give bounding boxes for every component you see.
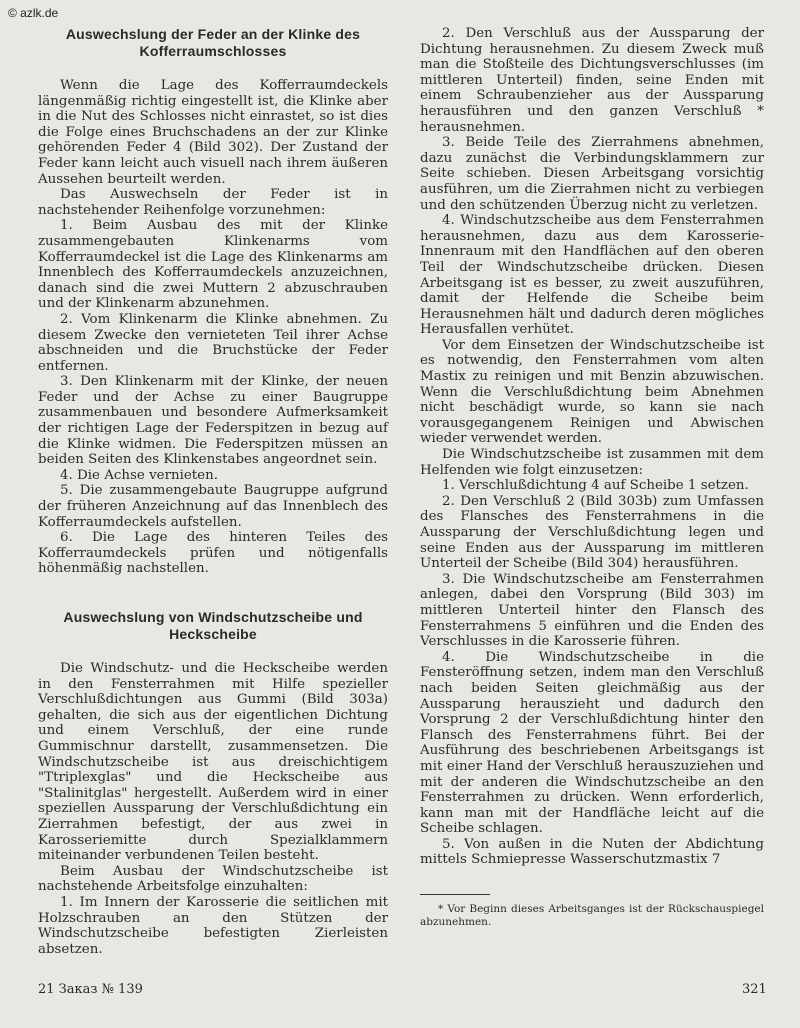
paragraph: 2. Vom Klinkenarm die Klinke abnehmen. Zu diesem Zwecke den vernieteten Teil ihrer Achse abschneiden und die Bruchstücke der Feder entfernen. <box>38 311 388 374</box>
page-number: 321 <box>742 982 767 997</box>
paragraph: 3. Die Windschutzscheibe am Fensterrahmen anlegen, dabei den Vorsprung (Bild 303) im mittleren Unterteil hinter den Flansch des Fensterrahmens 5 einführen und die Enden des Verschlusses in die Karosserie führen. <box>420 571 764 650</box>
paragraph: 2. Den Verschluß 2 (Bild 303b) zum Umfassen des Flansches des Fensterrahmens in die Aussparung der Verschlußdichtung legen und seine Enden aus der Aussparung im mittleren Unterteil der Scheibe (Bild 304) herausführen. <box>420 493 764 572</box>
paragraph: 5. Die zusammengebaute Baugruppe aufgrund der früheren Anzeichnung auf das Innenblech des Kofferraumdeckels aufstellen. <box>38 483 388 530</box>
paragraph: 5. Von außen in die Nuten der Abdichtung mittels Schmiepresse Wasserschutzmastix 7 <box>420 836 764 868</box>
paragraph: 4. Windschutzscheibe aus dem Fensterrahmen herausnehmen, dazu aus dem Karosserie-Innenraum mit den Handflächen auf den oberen Teil der Windschutzscheibe drücken. Diesen Arbeitsgang ist es besser, zu zweit auszuführen, damit der Helfende die Scheibe beim Herausnehmen hält und dadurch deren mögliches Herausfallen verhütet. <box>420 213 764 338</box>
paragraph: Die Windschutzscheibe ist zusammen mit dem Helfenden wie folgt einzusetzen: <box>420 447 764 478</box>
section-body-windshield <box>38 661 388 957</box>
section-body-spring <box>38 78 388 577</box>
paragraph: Wenn die Lage des Kofferraumdeckels längenmäßig richtig eingestellt ist, die Klinke aber in die Nut des Schlosses nicht einrastet, so ist dies die Folge eines Bruchschadens an der zur Klinke gehörenden Feder 4 (Bild 302). Der Zustand der Feder kann leicht auch visuell nach ihrem äußeren Aussehen beurteilt werden. <box>38 78 388 187</box>
paragraph: Die Windschutz- und die Heckscheibe werden in den Fensterrahmen mit Hilfe spezieller Verschlußdichtungen aus Gummi (Bild 303a) gehalten, die sich aus der eigentlichen Dichtung und einem Verschluß, der eine runde Gummischnur darstellt, zusammensetzen. Die Windschutzscheibe ist aus dreischichtigem "Ttriplexglas" und die Heckscheibe aus "Stalinitglas" hergestellt. Außerdem wird in einer speziellen Aussparung der Verschlußdichtung ein Zierrahmen befestigt, der aus zwei in Karosseriemitte durch Spezialklammern miteinander verbundenen Teilen besteht. <box>38 661 388 864</box>
left-column <box>38 26 388 957</box>
footnote-divider <box>420 894 490 895</box>
paragraph: 4. Die Windschutzscheibe in die Fensteröffnung setzen, indem man den Verschluß nach beiden Seiten gleichmäßig aus der Aussparung herauszieht und dadurch den Vorsprung 2 der Verschlußdichtung hinter den Flansch des Fensterrahmens führt. Bei der Ausführung des beschriebenen Arbeitsgangs ist mit einer Hand der Verschluß herauszuziehen und mit der anderen die Windschutzscheibe an den Fensterrahmen zu drücken. Wenn erforderlich, kann man mit der Handfläche leicht auf die Scheibe schlagen. <box>420 649 764 837</box>
watermark: © azlk.de <box>8 6 59 20</box>
paragraph: 3. Beide Teile des Zierrahmens abnehmen, dazu zunächst die Verbindungsklammern zur Seite schieben. Diesen Arbeitsgang vorsichtig ausführen, um die Zierrahmen nicht zu verbiegen und den schützenden Überzug nicht zu verletzen. <box>420 135 764 213</box>
print-order-note: 21 Заказ № 139 <box>38 982 143 997</box>
paragraph: 1. Im Innern der Karosserie die seitlichen mit Holzschrauben an den Stützen der Windschutzscheibe befestigten Zierleisten absetzen. <box>38 894 388 957</box>
paragraph: 6. Die Lage des hinteren Teiles des Kofferraumdeckels prüfen und nötigenfalls höhenmäßig nachstellen. <box>38 530 388 577</box>
paragraph: Das Auswechseln der Feder ist in nachstehender Reihenfolge vorzunehmen: <box>38 187 388 218</box>
right-column <box>420 26 764 929</box>
paragraph: 1. Verschlußdichtung 4 auf Scheibe 1 setzen. <box>442 478 749 494</box>
section-heading-windshield: Auswechslung von Windschutzscheibe und Heckscheibe <box>63 609 363 642</box>
paragraph: Vor dem Einsetzen der Windschutzscheibe ist es notwendig, den Fensterrahmen vom alten Mastix zu reinigen und mit Benzin abzuwischen. Wenn die Verschlußdichtung beim Abnehmen nicht beschädigt wurde, so kann sie nach vorausgegangenem Reinigen und Abwischen wieder verwendet werden. <box>420 337 764 447</box>
paragraph: 1. Beim Ausbau des mit der Klinke zusammengebauten Klinkenarms vom Kofferraumdeckel ist die Lage des Klinkenarms am Innenblech des Kofferraumdeckels anzuzeichnen, danach sind die zwei Muttern 2 abzuschrauben und der Klinkenarm abzunehmen. <box>38 218 388 312</box>
paragraph: 4. Die Achse vernieten. <box>60 467 218 483</box>
footnote: * Vor Beginn dieses Arbeitsganges ist der Rückschauspiegel abzunehmen. <box>420 903 764 929</box>
paragraph: Beim Ausbau der Windschutzscheibe ist nachstehende Arbeitsfolge einzuhalten: <box>38 863 388 895</box>
paragraph: 2. Den Verschluß aus der Aussparung der Dichtung herausnehmen. Zu diesem Zweck muß man die Stoßteile des Dichtungsverschlusses (im mittleren Unterteil) finden, seine Enden mit einem Schraubenzieher aus der Aussparung herausführen und den ganzen Verschluß * herausnehmen. <box>420 26 764 135</box>
paragraph: 3. Den Klinkenarm mit der Klinke, der neuen Feder und der Achse zu einer Baugruppe zusammenbauen und besondere Aufmerksamkeit der richtigen Lage der Federspitzen in bezug auf die Klinke widmen. Die Federspitzen müssen an beiden Seiten des Klinkenstabes angeordnet sein. <box>38 374 388 468</box>
section-heading-spring: Auswechslung der Feder an der Klinke des Kofferraumschlosses <box>65 26 361 59</box>
